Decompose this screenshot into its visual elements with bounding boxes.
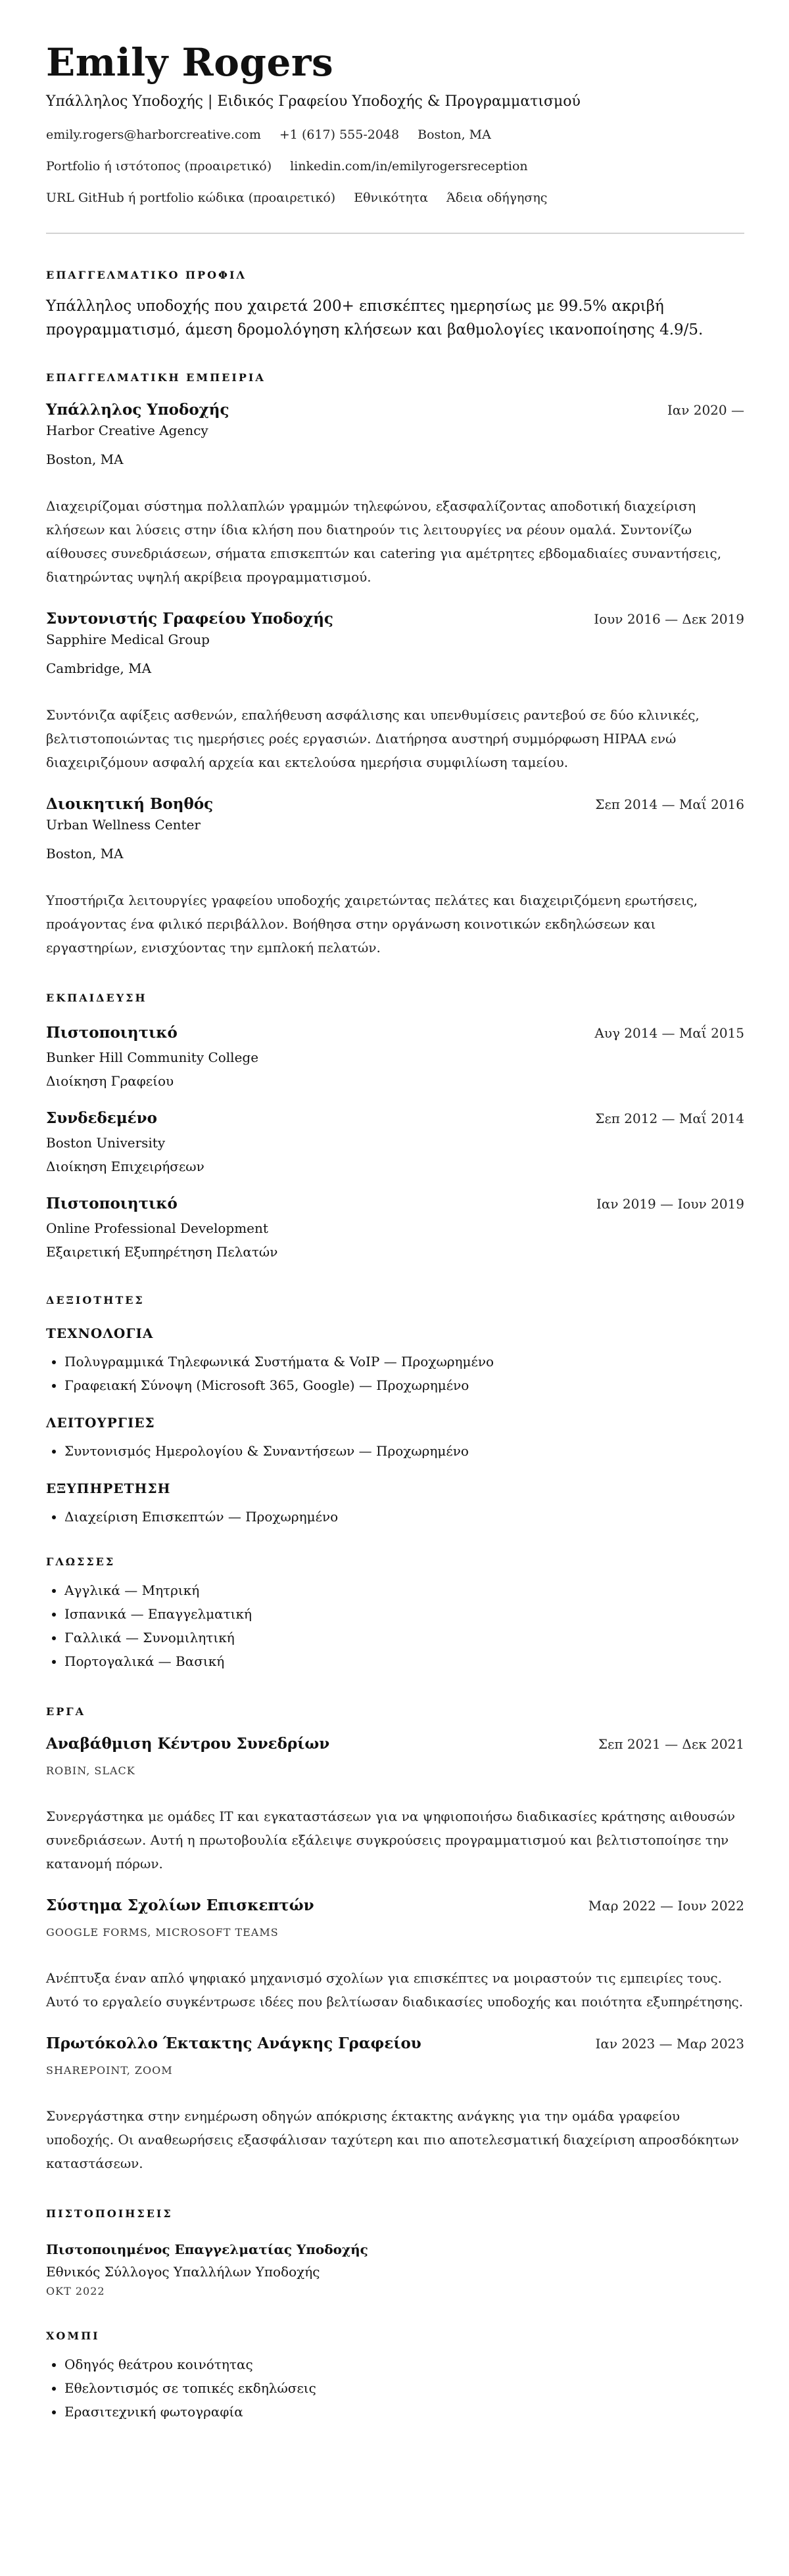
job-date: Ιαν 2020 —	[667, 402, 744, 418]
skill-list	[46, 1439, 744, 1463]
project-entry	[46, 1734, 744, 1875]
education-date: Αυγ 2014 — Μαΐ 2015	[594, 1025, 744, 1041]
field-of-study: Διοίκηση Γραφείου	[46, 1073, 174, 1089]
section-heading-certifications: ΠΙΣΤΟΠΟΙΗΣΕΙΣ	[46, 2207, 173, 2220]
education-entry	[46, 1023, 744, 1091]
section-heading-languages: ΓΛΩΣΣΕΣ	[46, 1555, 116, 1568]
education-date: Ιαν 2019 — Ιουν 2019	[596, 1196, 744, 1212]
contact-linkedin[interactable]: linkedin.com/in/emilyrogersreception	[290, 159, 528, 173]
job-company: Harbor Creative Agency	[46, 423, 208, 438]
list-item: • Συντονισμός Ημερολογίου & Συναντήσεων — Προχωρημένο	[64, 1439, 744, 1463]
project-title: Σύστημα Σχολίων Επισκεπτών	[46, 1897, 314, 1914]
degree-title: Συνδεδεμένο	[46, 1109, 157, 1127]
job-company: Urban Wellness Center	[46, 817, 201, 833]
project-tech: SHAREPOINT, ZOOM	[46, 2064, 173, 2077]
section-heading-skills: ΔΕΞΙΟΤΗΤΕΣ	[46, 1294, 145, 1306]
list-item: • Ερασιτεχνική φωτογραφία	[64, 2400, 744, 2424]
project-description: Συνεργάστηκα στην ενημέρωση οδηγών απόκρισης έκτακτης ανάγκης για την ομάδα γραφείου υποδοχής. Οι αναθεωρήσεις εξασφάλισαν ταχύτερη και πιο αποτελεσματική διαχείριση απροσδόκητων καταστάσεων.	[46, 2108, 739, 2171]
contact-email[interactable]: emily.rogers@harborcreative.com	[46, 127, 261, 142]
education-entry	[46, 1193, 744, 1262]
experience-entry	[46, 400, 744, 589]
field-of-study: Διοίκηση Επιχειρήσεων	[46, 1159, 204, 1174]
project-entry	[46, 2033, 744, 2175]
candidate-name: Emily Rogers	[46, 40, 334, 85]
experience-entry	[46, 794, 744, 959]
list-item: • Πορτογαλικά — Βασική	[64, 1649, 744, 1673]
school-name: Online Professional Development	[46, 1220, 268, 1236]
section-heading-projects: ΕΡΓΑ	[46, 1705, 85, 1718]
project-date: Μαρ 2022 — Ιουν 2022	[588, 1898, 744, 1914]
contact-nationality: Εθνικότητα	[354, 191, 429, 205]
list-item: • Διαχείριση Επισκεπτών — Προχωρημένο	[64, 1505, 744, 1529]
project-tech: ROBIN, SLACK	[46, 1764, 135, 1777]
project-description: Ανέπτυξα έναν απλό ψηφιακό μηχανισμό σχολίων για επισκέπτες να μοιραστούν τις εμπειρίες τους. Αυτό το εργαλείο συγκέντρωσε ιδέες που βελτίωσαν διαδικασίες υποδοχής και ποιότητα εξυπηρέτησης.	[46, 1970, 744, 2010]
section-heading-education: ΕΚΠΑΙΔΕΥΣΗ	[46, 992, 147, 1004]
project-title: Πρωτόκολλο Έκτακτης Ανάγκης Γραφείου	[46, 2035, 421, 2052]
hobby-list	[46, 2353, 744, 2424]
profile-summary: Υπάλληλος υποδοχής που χαιρετά 200+ επισκέπτες ημερησίως με 99.5% ακριβή προγραμματισμό, άμεση δρομολόγηση κλήσεων και βαθμολογίες ικανοποίησης 4.9/5.	[46, 298, 704, 338]
project-description: Συνεργάστηκα με ομάδες IT και εγκαταστάσεων για να ψηφιοποιήσω διαδικασίες κράτησης αιθουσών συνεδριάσεων. Αυτή η πρωτοβουλία εξάλειψε συγκρούσεις προγραμματισμού και βελτιστοποίησε την κατανομή πόρων.	[46, 1808, 736, 1872]
job-location: Cambridge, MA	[46, 660, 152, 676]
section-heading-hobbies: ΧΟΜΠΙ	[46, 2330, 100, 2342]
certification-date: ΟΚΤ 2022	[46, 2285, 105, 2297]
job-title: Υπάλληλος Υποδοχής	[46, 401, 229, 419]
degree-title: Πιστοποιητικό	[46, 1024, 178, 1042]
contact-row-primary	[46, 126, 744, 143]
job-description: Υποστήριζα λειτουργίες γραφείου υποδοχής χαιρετώντας πελάτες και διαχειριζόμενη ερωτήσεις, προάγοντας ένα φιλικό περιβάλλον. Βοήθησα στην οργάνωση κοινοτικών εκδηλώσεων και εργαστηρίων, ενισχύοντας την εμπλοκή πελατών.	[46, 892, 698, 955]
language-list	[46, 1578, 744, 1673]
education-entry	[46, 1108, 744, 1176]
job-title: Συντονιστής Γραφείου Υποδοχής	[46, 610, 333, 628]
education-date: Σεπ 2012 — Μαΐ 2014	[595, 1111, 744, 1126]
skill-group-heading: ΕΞΥΠΗΡΕΤΗΣΗ	[46, 1481, 171, 1496]
header-divider	[46, 233, 744, 234]
job-location: Boston, MA	[46, 451, 124, 467]
experience-entry	[46, 609, 744, 774]
contact-row-extra	[46, 189, 744, 206]
skill-list	[46, 1350, 744, 1397]
school-name: Boston University	[46, 1135, 166, 1151]
list-item: • Ισπανικά — Επαγγελματική	[64, 1602, 744, 1626]
skill-group-heading: ΛΕΙΤΟΥΡΓΙΕΣ	[46, 1415, 155, 1431]
candidate-title: Υπάλληλος Υποδοχής | Ειδικός Γραφείου Υποδοχής & Προγραμματισμού	[46, 93, 581, 110]
certification-issuer: Εθνικός Σύλλογος Υπαλλήλων Υποδοχής	[46, 2264, 320, 2280]
skill-list	[46, 1505, 744, 1529]
section-heading-experience: ΕΠΑΓΓΕΛΜΑΤΙΚΗ ΕΜΠΕΙΡΙΑ	[46, 371, 266, 384]
list-item: • Πολυγραμμικά Τηλεφωνικά Συστήματα & VoIP — Προχωρημένο	[64, 1350, 744, 1373]
job-date: Σεπ 2014 — Μαΐ 2016	[595, 796, 744, 812]
certification-title: Πιστοποιημένος Επαγγελματίας Υποδοχής	[46, 2242, 368, 2257]
job-description: Διαχειρίζομαι σύστημα πολλαπλών γραμμών τηλεφώνου, εξασφαλίζοντας αποδοτική διαχείριση κλήσεων και λύσεις στην ίδια κλήση που διατηρούν τις λειτουργίες να ρέουν ομαλά. Συντονίζω αίθουσες συνεδριάσεων, σήματα επισκεπτών και catering για αμέτρητες εβδομαδιαίες συναντήσεις, διατηρώντας υψηλή ακρίβεια προγραμματισμού.	[46, 498, 722, 585]
list-item: • Εθελοντισμός σε τοπικές εκδηλώσεις	[64, 2376, 744, 2400]
project-date: Σεπ 2021 — Δεκ 2021	[598, 1736, 744, 1752]
degree-title: Πιστοποιητικό	[46, 1195, 178, 1212]
contact-location: Boston, MA	[418, 127, 491, 142]
contact-row-links	[46, 158, 744, 175]
project-entry	[46, 1895, 744, 2013]
list-item: • Οδηγός θεάτρου κοινότητας	[64, 2353, 744, 2376]
school-name: Bunker Hill Community College	[46, 1049, 259, 1065]
contact-portfolio[interactable]: Portfolio ή ιστότοπος (προαιρετικό)	[46, 159, 272, 173]
job-date: Ιουν 2016 — Δεκ 2019	[594, 611, 744, 627]
contact-license: Άδεια οδήγησης	[446, 191, 548, 205]
job-company: Sapphire Medical Group	[46, 632, 210, 647]
job-title: Διοικητική Βοηθός	[46, 795, 214, 813]
contact-github[interactable]: URL GitHub ή portfolio κώδικα (προαιρετικό)	[46, 191, 336, 205]
project-date: Ιαν 2023 — Μαρ 2023	[595, 2036, 744, 2052]
section-heading-profile: ΕΠΑΓΓΕΛΜΑΤΙΚΟ ΠΡΟΦΙΛ	[46, 269, 247, 281]
skill-group-heading: ΤΕΧΝΟΛΟΓΙΑ	[46, 1325, 154, 1341]
project-title: Αναβάθμιση Κέντρου Συνεδρίων	[46, 1735, 330, 1753]
job-description: Συντόνιζα αφίξεις ασθενών, επαλήθευση ασφάλισης και υπενθυμίσεις ραντεβού σε δύο κλινικές, βελτιστοποιώντας τις ημερήσιες ροές εργασιών. Διατήρησα αυστηρή συμμόρφωση HIPAA ενώ διαχειριζόμουν ασφαλή αρχεία και εκτελούσα ημερήσια συμφιλίωση ταμείου.	[46, 707, 700, 770]
list-item: • Γραφειακή Σύνοψη (Microsoft 365, Google) — Προχωρημένο	[64, 1373, 744, 1397]
project-tech: GOOGLE FORMS, MICROSOFT TEAMS	[46, 1926, 279, 1939]
field-of-study: Εξαιρετική Εξυπηρέτηση Πελατών	[46, 1244, 278, 1260]
job-location: Boston, MA	[46, 846, 124, 862]
list-item: • Αγγλικά — Μητρική	[64, 1578, 744, 1602]
list-item: • Γαλλικά — Συνομιλητική	[64, 1626, 744, 1649]
contact-phone[interactable]: +1 (617) 555-2048	[279, 127, 400, 142]
